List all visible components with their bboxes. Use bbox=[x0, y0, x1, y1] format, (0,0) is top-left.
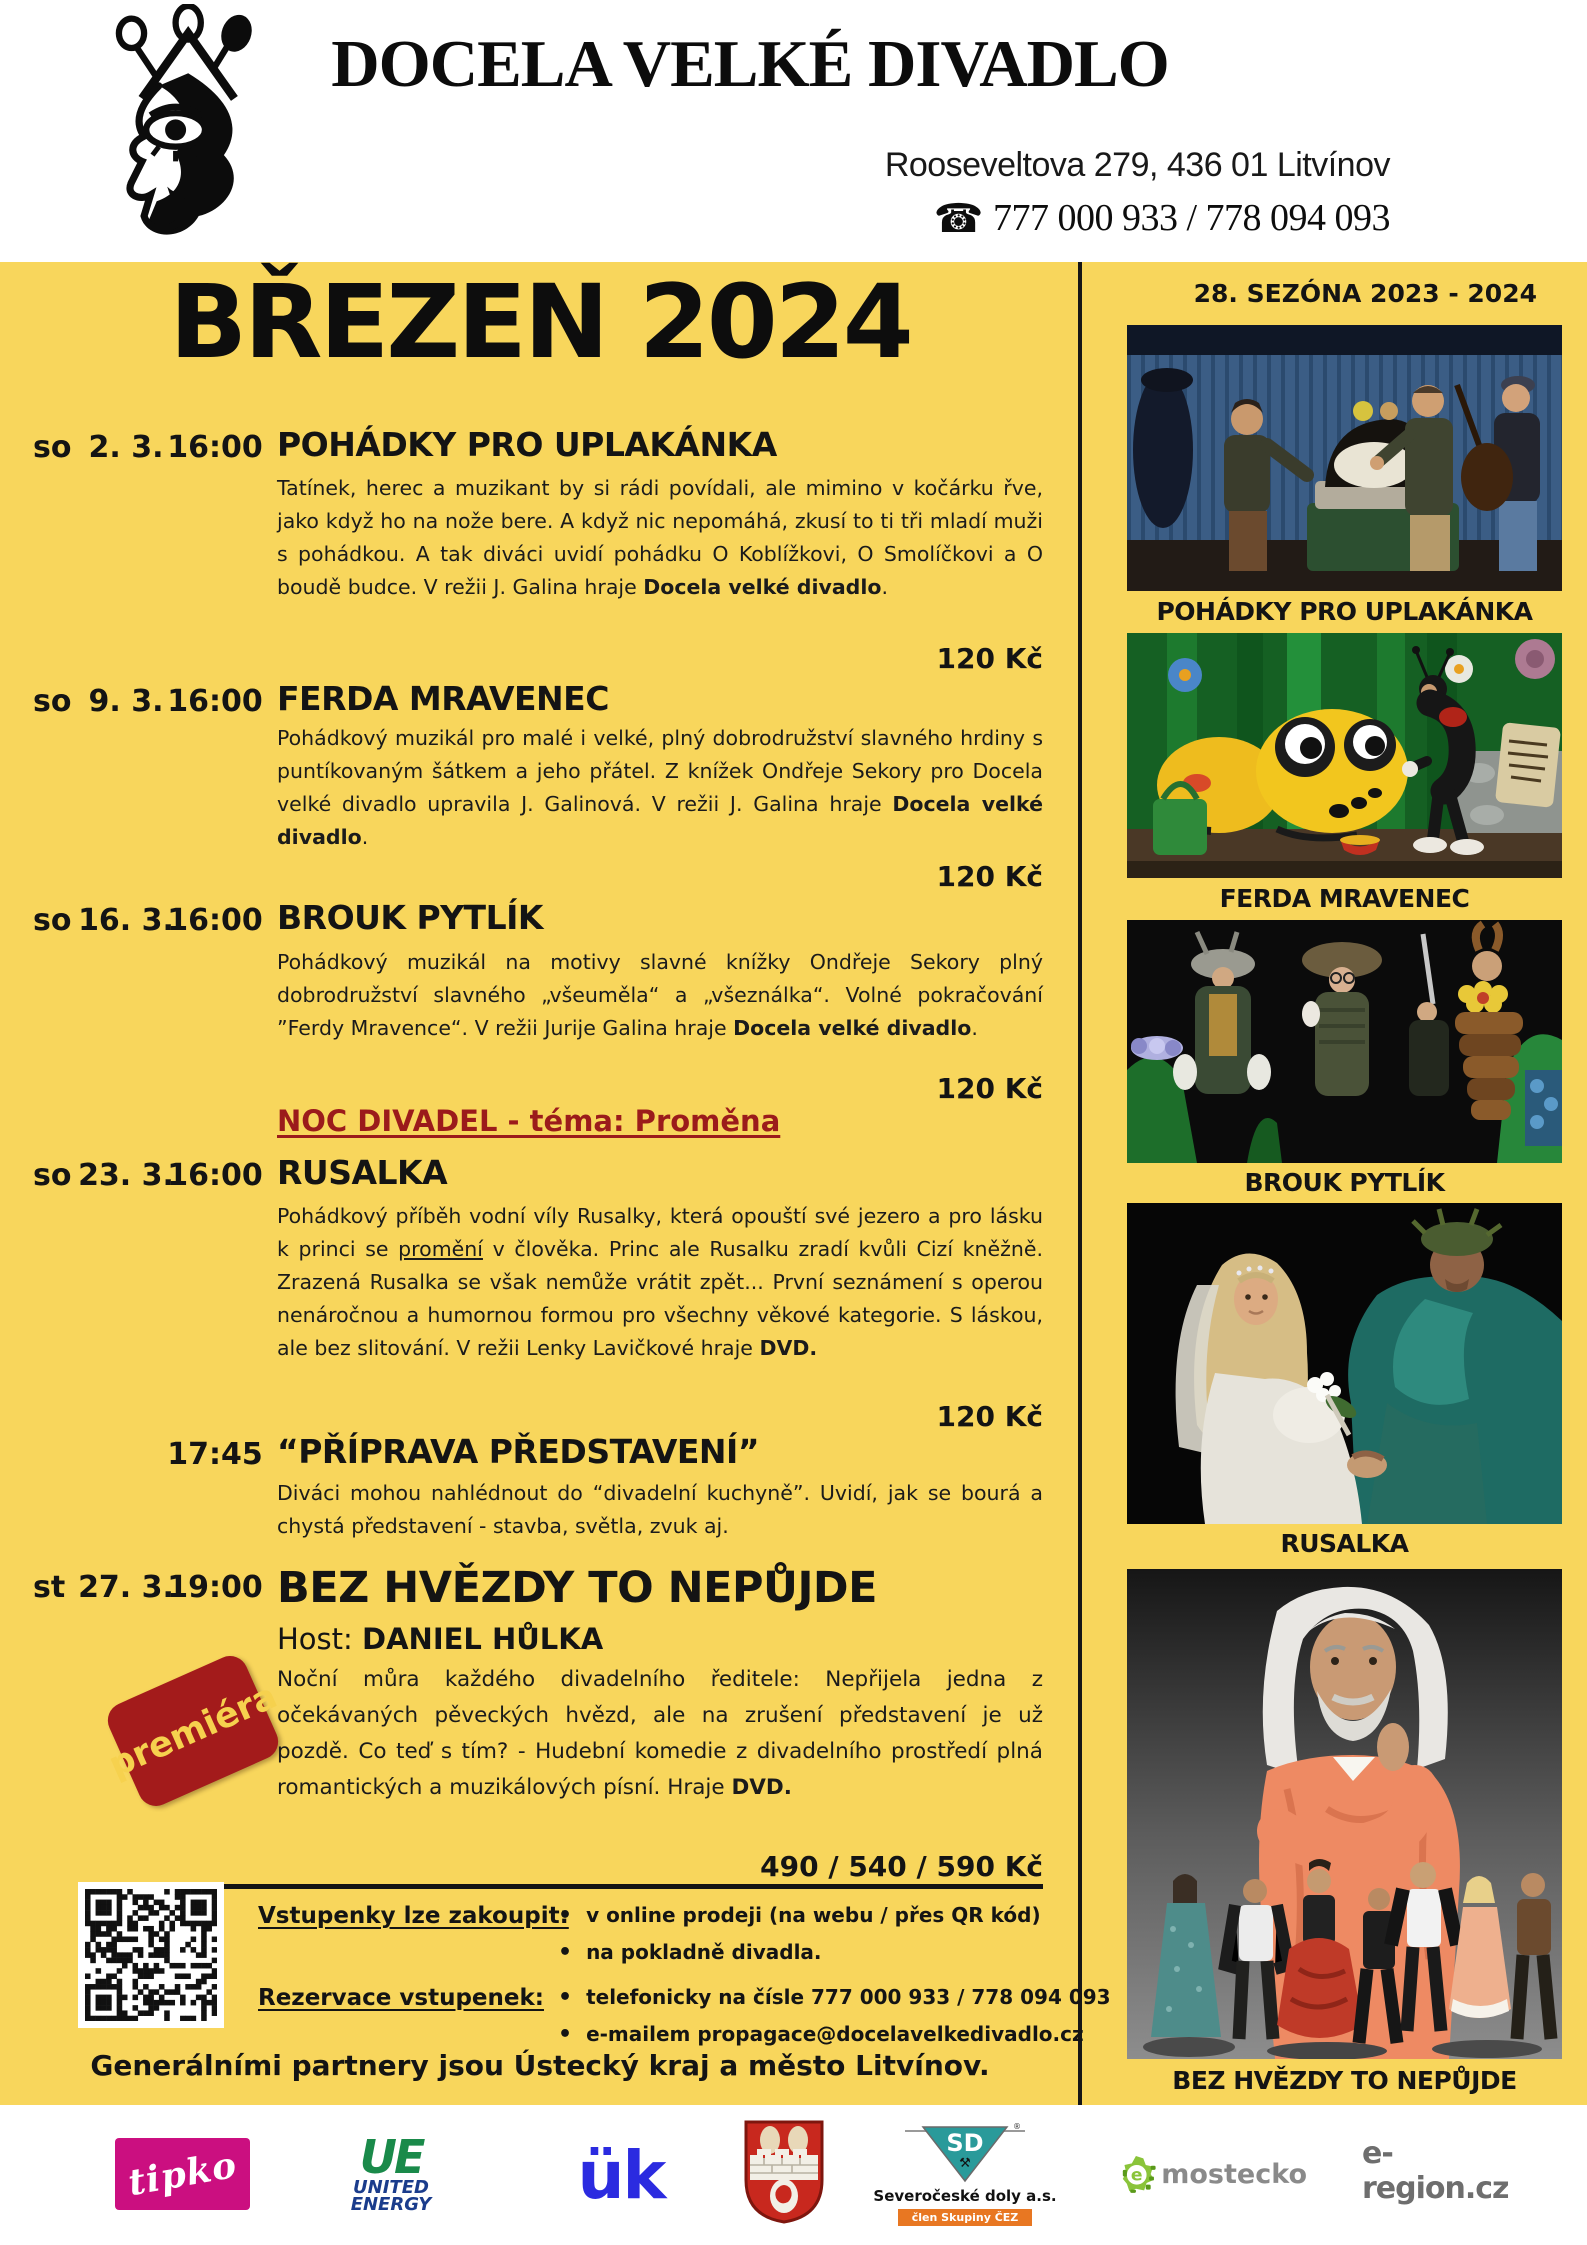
united-energy-logo: UE UNITED ENERGY bbox=[350, 2130, 432, 2215]
show-price: 490 / 540 / 590 Kč bbox=[760, 1850, 1043, 1883]
show-date: 16. 3. bbox=[78, 903, 174, 938]
tickets-purchase-item: • na pokladně divadla. bbox=[558, 1940, 822, 1965]
tickets-purchase-label: Vstupenky lze zakoupit: bbox=[258, 1903, 569, 1929]
photo-ferda-mravenec bbox=[1127, 633, 1562, 878]
photo-caption: RUSALKA bbox=[1280, 1529, 1409, 1558]
qr-code bbox=[78, 1882, 224, 2028]
photo-pohadky-pro-uplakanka bbox=[1127, 325, 1562, 591]
theatre-night-banner: NOC DIVADEL - téma: Proměna bbox=[277, 1104, 781, 1138]
show-date: 23. 3. bbox=[78, 1158, 174, 1193]
show-date: 27. 3. bbox=[78, 1570, 174, 1605]
host-name: DANIEL HŮLKA bbox=[362, 1622, 604, 1656]
phone-icon: ☎ bbox=[933, 196, 983, 242]
show-time: 16:00 bbox=[167, 903, 263, 938]
show-date: 2. 3. bbox=[88, 430, 164, 465]
general-partners-line: Generálními partnery jsou Ústecký kraj a město Litvínov. bbox=[90, 2049, 990, 2082]
litvinov-coat-of-arms bbox=[742, 2118, 826, 2226]
show-host bbox=[277, 1622, 603, 1656]
show-title: FERDA MRAVENEC bbox=[277, 679, 609, 718]
host-label: Host: bbox=[277, 1622, 353, 1656]
show-title: BROUK PYTLÍK bbox=[277, 898, 543, 937]
photo-caption: FERDA MRAVENEC bbox=[1219, 884, 1470, 913]
show-title: RUSALKA bbox=[277, 1153, 448, 1192]
show-description: Pohádkový muzikál pro malé i velké, plný dobrodružství slavného hrdiny s puntíkovaným šátkem a jeho přátel. Z knížek Ondřeje Sekory pro Docela velké divadlo upravila J. Galinová. V režii J. Galina hraje Docela velké divadlo. bbox=[277, 726, 1044, 849]
cez-group-badge: člen Skupiny ČEZ bbox=[898, 2209, 1033, 2226]
show-day: so bbox=[33, 903, 72, 938]
ustecky-kraj-logo: ük bbox=[577, 2136, 665, 2214]
svg-text:SD: SD bbox=[946, 2128, 984, 2157]
photo-brouk-pytlik bbox=[1127, 920, 1562, 1163]
show-description: Pohádkový muzikál na motivy slavné knížky Ondřeje Sekory plný dobrodružství slavného „všeuměla“ a „všeználka“. Volné pokračování ”Ferdy Mravence“. V režii Jurije Galina hraje Docela velké divadlo. bbox=[277, 950, 1043, 1040]
show-day: so bbox=[33, 684, 72, 719]
show-day: so bbox=[33, 1158, 72, 1193]
show-price: 120 Kč bbox=[936, 1072, 1043, 1105]
show-title: POHÁDKY PRO UPLAKÁNKA bbox=[277, 425, 777, 464]
column-divider bbox=[1078, 262, 1082, 2105]
show-description: Pohádkový příběh vodní víly Rusalky, která opouští své jezero a pro lásku k princi se promění v člověka. Princ ale Rusalku zradí kvůli Cizí kněžně. Zrazená Rusalka se však nemůže vrátit zpět... První seznámení s operou nenáročnou a humornou formou pro všechny věkové kategorie. S láskou, ale bez slitování. V režii Lenky Lavičkové hraje DVD. bbox=[277, 1204, 1044, 1360]
photo-caption: BEZ HVĚZDY TO NEPŮJDE bbox=[1172, 2066, 1517, 2095]
phone-numbers: 777 000 933 / 778 094 093 bbox=[992, 197, 1390, 239]
show-description: Tatínek, herec a muzikant by si rádi povídali, ale mimino v kočárku řve, jako když ho na nože bere. A když nic nepomáhá, zkusí to ti tři mladí muži s pohádkou. A tak diváci uvidí pohádku O Koblížkovi, O Smolíčkovi a O boudě budce. V režii J. Galina hraje Docela velké divadlo. bbox=[277, 476, 1043, 599]
photo-caption: BROUK PYTLÍK bbox=[1244, 1168, 1445, 1197]
show-description: Diváci mohou nahlédnout do “divadelní kuchyně”. Uvidí, jak se bourá a chystá představení - stavba, světla, zvuk aj. bbox=[277, 1481, 1043, 1538]
tickets-purchase-item: • v online prodeji (na webu / přes QR kód) bbox=[558, 1903, 1041, 1928]
e-mostecko-logo bbox=[1122, 2126, 1307, 2222]
show-time: 17:45 bbox=[167, 1437, 263, 1472]
severoceske-doly-logo bbox=[873, 2118, 1057, 2230]
show-description: Noční můra každého divadelního ředitele: Nepřijela jedna z očekávaných pěveckých hvězd, ale na zrušení představení je už pozdě. Co teď s tím? - Hudební komedie z divadelního prostředí plná romantických a muzikálových písní. Hraje DVD. bbox=[277, 1667, 1043, 1800]
e-mostecko-label: mostecko bbox=[1161, 2158, 1307, 2190]
show-price: 120 Kč bbox=[936, 642, 1043, 675]
photo-caption: POHÁDKY PRO UPLAKÁNKA bbox=[1156, 597, 1533, 626]
svg-text:⚒: ⚒ bbox=[959, 2155, 971, 2171]
show-day: so bbox=[33, 430, 72, 465]
section-divider-line bbox=[210, 1884, 1043, 1889]
show-time: 19:00 bbox=[167, 1570, 263, 1605]
premiere-stamp: premiéra bbox=[102, 1650, 284, 1812]
photo-bez-hvezdy-to-nepujde bbox=[1127, 1569, 1562, 2059]
severoceske-doly-name: Severočeské doly a.s. bbox=[873, 2186, 1057, 2205]
theatre-name: DOCELA VELKÉ DIVADLO bbox=[331, 27, 1169, 101]
show-price: 120 Kč bbox=[936, 860, 1043, 893]
show-day: st bbox=[33, 1570, 66, 1605]
theatre-address: Rooseveltova 279, 436 01 Litvínov bbox=[884, 146, 1390, 184]
united-energy-monogram: UE bbox=[359, 2130, 423, 2185]
svg-text:e: e bbox=[1130, 2165, 1143, 2186]
show-time: 16:00 bbox=[167, 1158, 263, 1193]
tickets-reservation-label: Rezervace vstupenek: bbox=[258, 1985, 544, 2011]
show-date: 9. 3. bbox=[88, 684, 164, 719]
theatre-phone bbox=[934, 196, 1390, 242]
season-label: 28. SEZÓNA 2023 - 2024 bbox=[1193, 279, 1537, 308]
show-price: 120 Kč bbox=[936, 1400, 1043, 1433]
show-time: 16:00 bbox=[167, 430, 263, 465]
show-time: 16:00 bbox=[167, 684, 263, 719]
tickets-reservation-item: • telefonicky na čísle 777 000 933 / 778 094 093 bbox=[558, 1985, 1111, 2010]
tickets-reservation-item: • e-mailem propagace@docelavelkedivadlo.cz bbox=[558, 2022, 1084, 2047]
show-title: “PŘÍPRAVA PŘEDSTAVENÍ” bbox=[277, 1432, 760, 1471]
e-region-logo: e-region.cz bbox=[1362, 2136, 1509, 2206]
month-title: BŘEZEN 2024 bbox=[169, 263, 911, 382]
show-title: BEZ HVĚZDY TO NEPŮJDE bbox=[277, 1563, 878, 1613]
photo-rusalka bbox=[1127, 1203, 1562, 1524]
svg-text:®: ® bbox=[1013, 2122, 1021, 2131]
tipko-logo: tipko bbox=[115, 2138, 250, 2210]
